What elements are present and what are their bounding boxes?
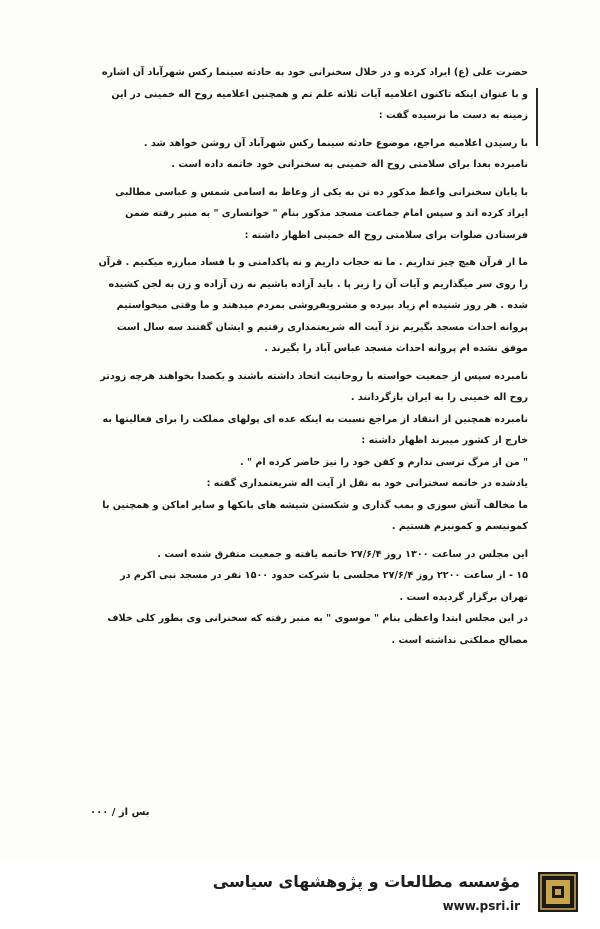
- footer-url[interactable]: www.psri.ir: [442, 899, 520, 913]
- document-body: [98, 62, 528, 651]
- paragraph-9: یادشده در خاتمه سخنرانی خود به نقل از آیت اله شریعتمداری گفته :: [206, 478, 528, 489]
- footer-organization: مؤسسه مطالعات و پژوهشهای سیاسی: [212, 872, 520, 891]
- paragraph-12: ۱۵ - از ساعت ۲۲۰۰ روز ۲۷/۶/۴ مجلسی با شرکت حدود ۱۵۰۰ نفر در مسجد نبی اکرم در تهران برگزار گردیده است .: [120, 570, 528, 603]
- continuation-note: بس از / ۰۰۰: [90, 807, 150, 818]
- paragraph-13: در این مجلس ابتدا واعظی بنام " موسوی " به منبر رفته که سخنرانی وی بطور کلی خلاف مصالح مملکتی نداشته است .: [107, 613, 528, 646]
- paragraph-2: با رسیدن اعلامیه مراجع، موضوع حادثه سینما رکس شهرآباد آن روشن خواهد شد .: [143, 137, 528, 149]
- psri-logo-icon: [538, 872, 578, 912]
- paragraph-6: نامبرده سپس از جمعیت خواسته با روحانیت اتحاد داشته باشند و یکصدا بخواهند هرچه زودتر روح اله خمینی را به ایران بازگردانند .: [100, 370, 528, 403]
- paragraph-10: ما مخالف آتش سوزی و بمب گذاری و شکستن شیشه های بانکها و سایر اماکن و همچنین با کمونیسم و کمونیزم هستیم .: [102, 499, 528, 532]
- footer-band: [0, 858, 600, 929]
- margin-vertical-rule: [536, 88, 538, 146]
- paragraph-8: " من از مرگ ترسی ندارم و کفن خود را نیز حاضر کرده ام " .: [240, 456, 528, 468]
- paragraph-1: حضرت علی (ع) ایراد کرده و در خلال سخنرانی خود به حادثه سینما رکس شهرآباد آن اشاره و با عنوان اینکه تاکنون اعلامیه آیات ثلاثه علم تم و همچنین اعلامیه روح اله خمینی در این زمینه به دست ما نرسیده گفت :: [101, 67, 528, 121]
- paragraph-3: نامبرده بعدا برای سلامتی روح اله خمینی به سخنرانی خود خاتمه داده است .: [171, 159, 528, 170]
- paragraph-5: ما از قرآن هیچ چیز نداریم . ما نه حجاب داریم و نه پاکدامنی و با فساد مبارزه میکنیم . قرآن را روی سر میگذاریم و آیات آن را زیر پا . باید آزاده باشیم نه زن آزاده و زن به لجن کشیده شده . هر روز شنیده ام زیاد بپرده و مشروبفروشی بمردم میدهند و ما وقتی میخواستیم پروانه احداث مسجد بگیریم نزد آیت اله شریعتمداری رفتیم و ایشان گفتند سه سال است موفق نشده ام پروانه احداث مسجد عباس آباد را بگیرند .: [98, 257, 528, 354]
- paragraph-11: این مجلس در ساعت ۱۳۰۰ روز ۲۷/۶/۴ خاتمه یافته و جمعیت متفرق شده است .: [157, 548, 528, 560]
- paragraph-4: با پایان سخنرانی واعظ مذکور ده تن به یکی از وعاظ به اسامی شمس و عباسی مطالبی ایراد کرده اند و سپس امام جماعت مسجد مذکور بنام " خوانساری " به منبر رفته ضمن فرستادن صلوات برای سلامتی روح اله خمینی اظهار داشته :: [115, 186, 528, 241]
- paragraph-7: نامبرده همچنین از انتقاد از مراجع نسبت به اینکه عده ای پولهای مملکت را برای فعالیتها به خارج از کشور میبرند اظهار داشته :: [102, 413, 528, 446]
